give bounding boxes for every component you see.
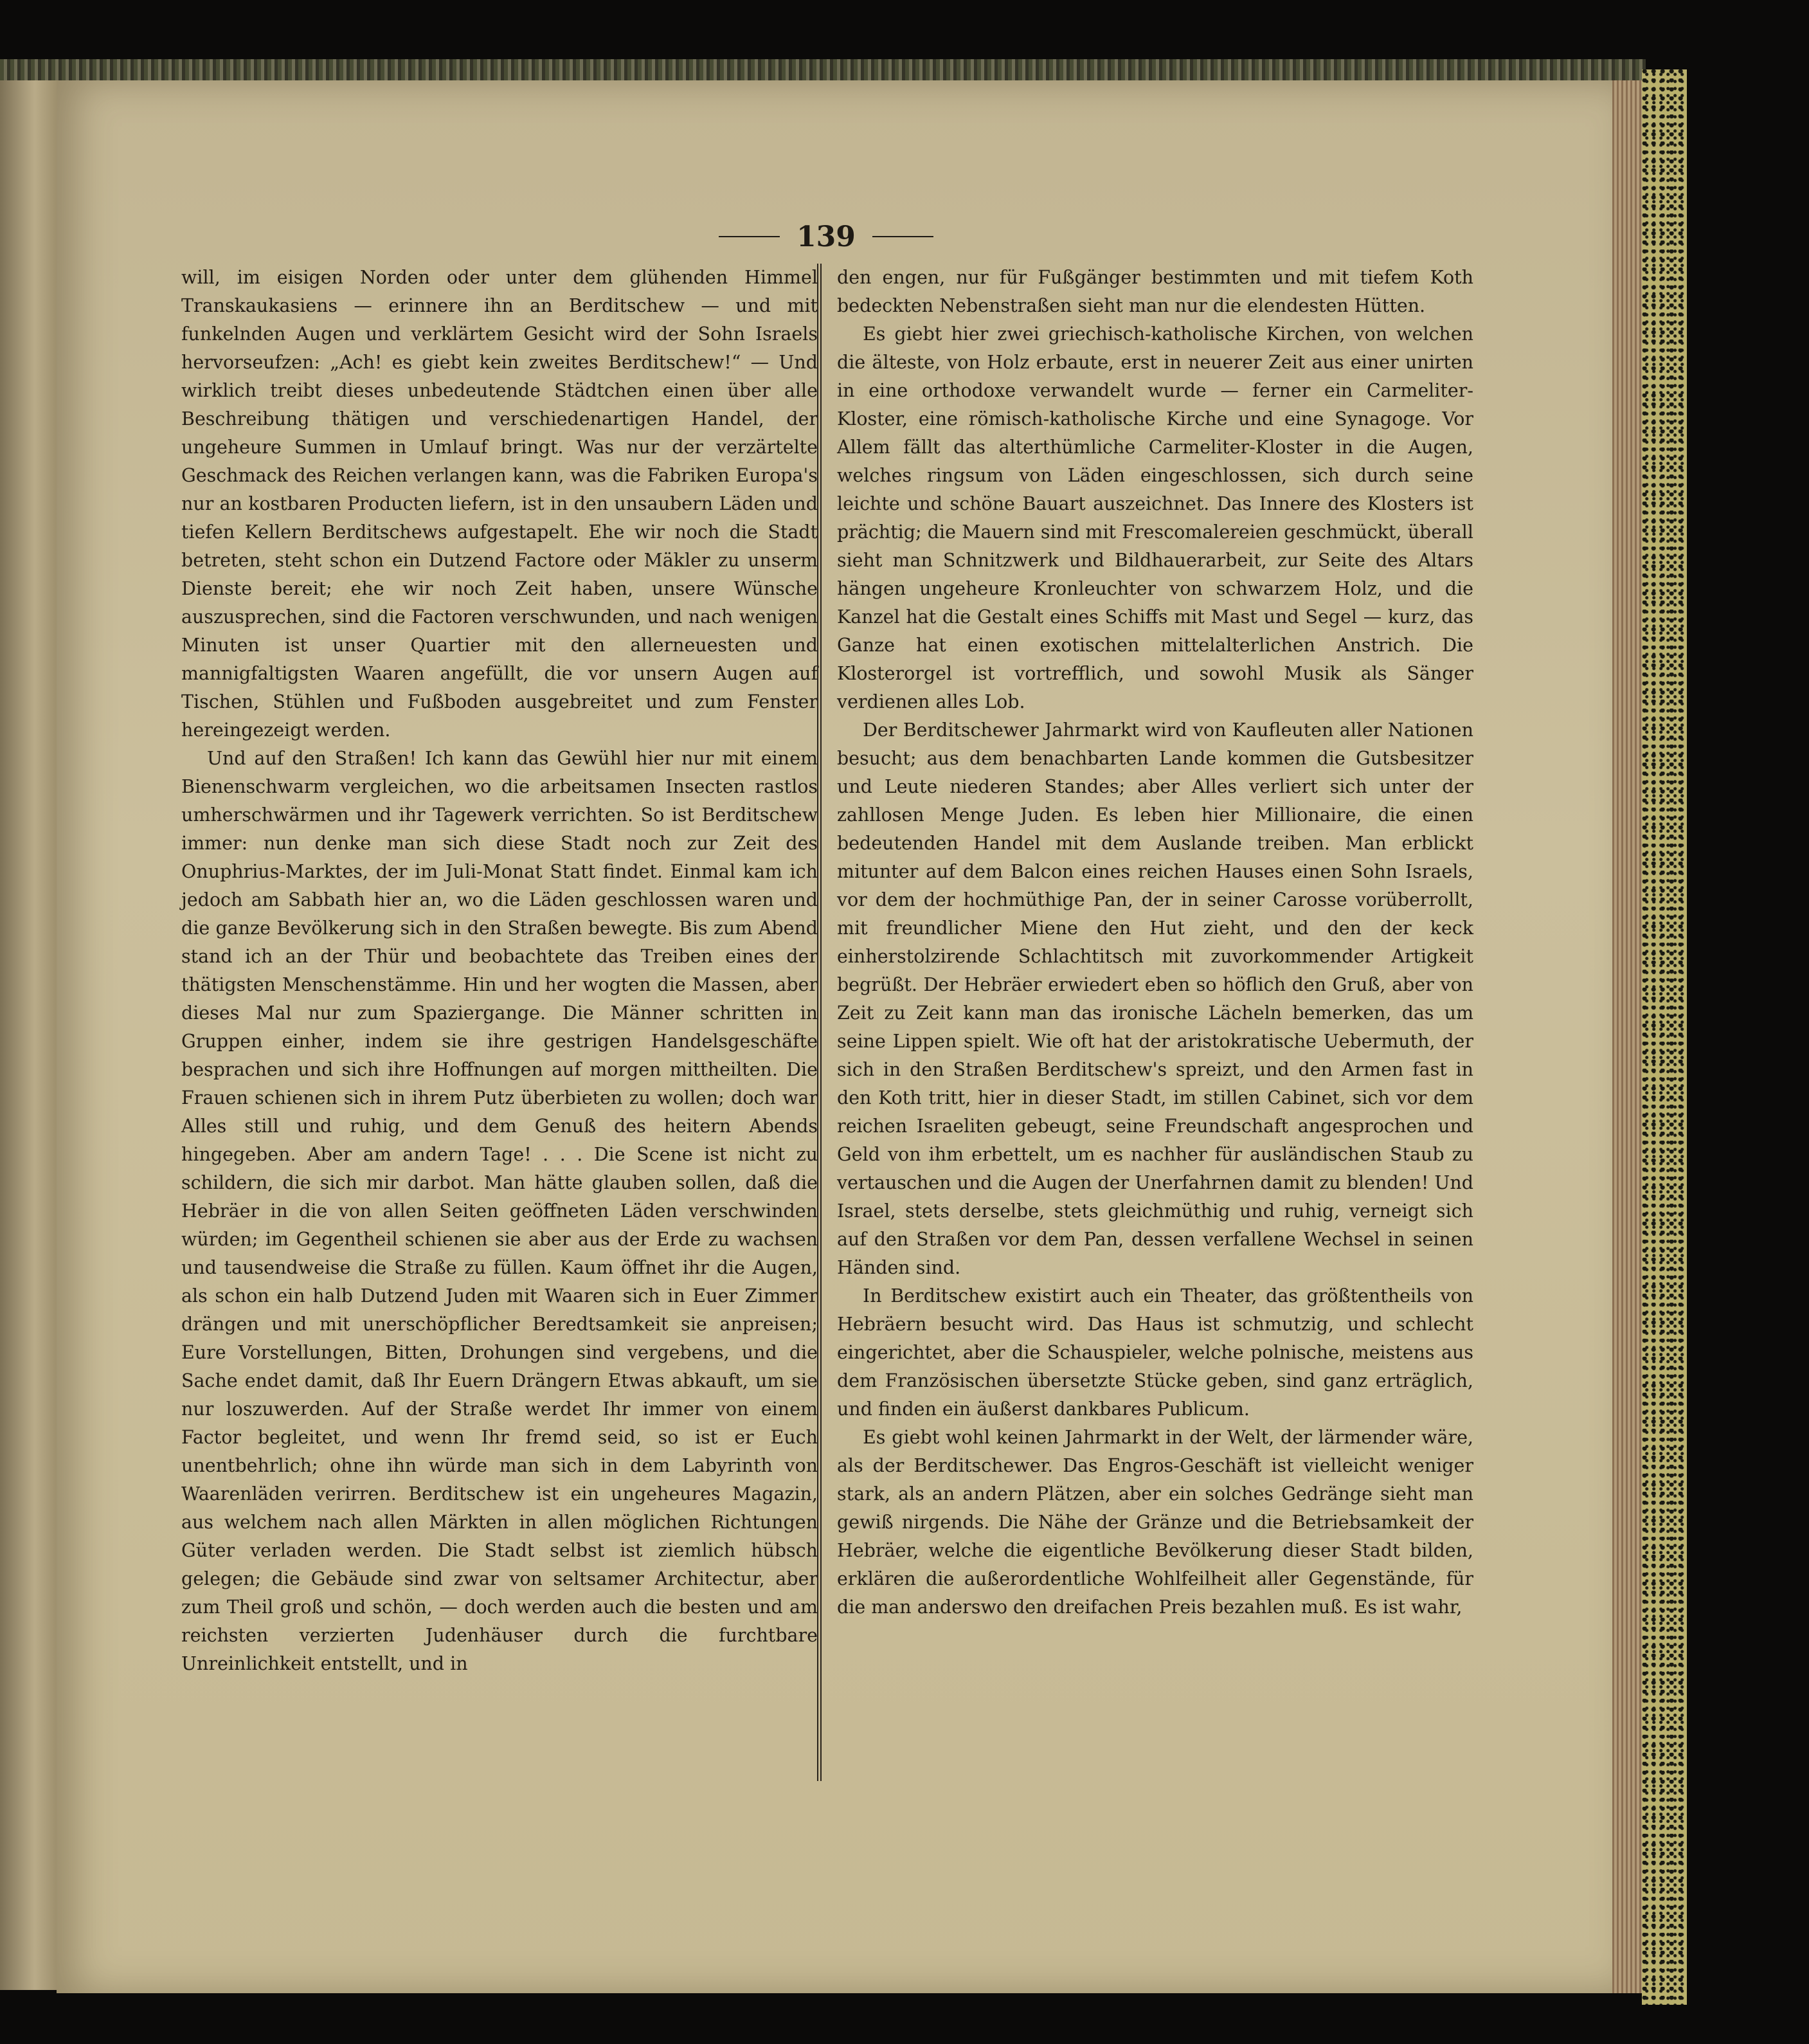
header-rule-left (719, 236, 780, 237)
right-text-column (837, 264, 1473, 1622)
marbled-cover-edge (1642, 69, 1687, 2005)
paragraph: Es giebt hier zwei griechisch-katholische Kirchen, von welchen die älteste, von Holz erbaute, erst in neuerer Zeit aus einer unirten in eine orthodoxe verwandelt wurde — ferner ein Carmeliter-Kloster, eine römisch-katholische Kirche und eine Synagoge. Vor Allem fällt das alterthümliche Carmeliter-Kloster in die Augen, welches ringsum von Läden eingeschlossen, sich durch seine leichte und schöne Bauart auszeichnet. Das Innere des Klosters ist prächtig; die Mauern sind mit Frescomalereien geschmückt, überall sieht man Schnitzwerk und Bildhauerarbeit, zur Seite des Altars hängen ungeheure Kronleuchter von schwarzem Holz, und die Kanzel hat die Gestalt eines Schiffs mit Mast und Segel — kurz, das Ganze hat einen exotischen mittelalterlichen Anstrich. Die Klosterorgel ist vortrefflich, und sowohl Musik als Sänger verdienen alles Lob. (837, 323, 1473, 712)
page-number: 139 (797, 220, 856, 253)
column-divider (817, 264, 822, 1781)
paragraph: Und auf den Straßen! Ich kann das Gewühl hier nur mit einem Bienenschwarm vergleichen, wo die arbeitsamen Insecten rastlos umherschwärmen und ihr Tagewerk verrichten. So ist Berditschew immer: nun denke man sich diese Stadt noch zur Zeit des Onuphrius-Marktes, der im Juli-Monat Statt findet. Einmal kam ich jedoch am Sabbath hier an, wo die Läden geschlossen waren und die ganze Bevölkerung sich in den Straßen bewegte. Bis zum Abend stand ich an der Thür und beobachtete das Treiben eines der thätigsten Menschenstämme. Hin und her wogten die Massen, aber dieses Mal nur zum Spaziergange. Die Männer schritten in Gruppen einher, indem sie ihre gestrigen Handelsgeschäfte besprachen und sich ihre Hoffnungen auf morgen mittheilten. Die Frauen schienen sich in ihrem Putz überbieten zu wollen; doch war Alles still und ruhig, und dem Genuß des heitern Abends hingegeben. Aber am andern Tage! . . . Die Scene ist nicht zu schildern, die sich mir darbot. Man hätte glauben sollen, daß die Hebräer in die von allen Seiten geöffneten Läden verschwinden würden; im Gegentheil schienen sie aber aus der Erde zu wachsen und tausendweise die Straße zu füllen. Kaum öffnet ihr die Augen, als schon ein halb Dutzend Juden mit Waaren sich in Euer Zimmer drängen und mit unerschöpflicher Beredtsamkeit sie anpreisen; Eure Vorstellungen, Bitten, Drohungen sind vergebens, und die Sache endet damit, daß Ihr Euern Drängern Etwas abkauft, um sie nur loszuwerden. Auf der Straße werdet Ihr immer von einem Factor begleitet, und wenn Ihr fremd seid, so ist er Euch unentbehrlich; ohne ihn würde man sich in dem Labyrinth von Waarenläden verirren. Berditschew ist ein ungeheures Magazin, aus welchem nach allen Märkten in allen möglichen Richtungen Güter verladen werden. Die Stadt selbst ist ziemlich hübsch gelegen; die Gebäude sind zwar von seltsamer Architectur, aber zum Theil groß und schön, — doch werden auch die besten und am reichsten verzierten Judenhäuser durch die furchtbare Unreinlichkeit entstellt, und in (181, 748, 818, 1674)
paragraph: In Berditschew existirt auch ein Theater, das größtentheils von Hebräern besucht wird. Das Haus ist schmutzig, und schlecht eingerichtet, aber die Schauspieler, welche polnische, meistens aus dem Französischen übersetzte Stücke geben, sind ganz erträglich, und finden ein äußerst dankbares Publicum. (837, 1285, 1473, 1420)
left-text-column (181, 264, 818, 1678)
page-header (698, 217, 955, 256)
paragraph: den engen, nur für Fußgänger bestimmten und mit tiefem Koth bedeckten Nebenstraßen sieht man nur die elendesten Hütten. (837, 267, 1473, 316)
paragraph: Es giebt wohl keinen Jahrmarkt in der Welt, der lärmender wäre, als der Berditschewer. Das Engros-Geschäft ist vielleicht weniger stark, als an andern Plätzen, aber ein solches Gedränge sieht man gewiß nirgends. Die Nähe der Gränze und die Betriebsamkeit der Hebräer, welche die eigentliche Bevölkerung dieser Stadt bilden, erklären die außerordentliche Wohlfeilheit aller Gegenstände, für die man anderswo den dreifachen Preis bezahlen muß. Es ist wahr, (837, 1427, 1473, 1618)
paragraph: will, im eisigen Norden oder unter dem glühenden Himmel Transkaukasiens — erinnere ihn an Berditschew — und mit funkelnden Augen und verklärtem Gesicht wird der Sohn Israels hervorseufzen: „Ach! es giebt kein zweites Berditschew!“ — Und wirklich treibt dieses unbedeutende Städtchen einen über alle Beschreibung thätigen und verschiedenartigen Handel, der ungeheure Summen in Umlauf bringt. Was nur der verzärtelte Geschmack des Reichen verlangen kann, was die Fabriken Europa's nur an kostbaren Producten liefern, ist in den unsaubern Läden und tiefen Kellern Berditschews aufgestapelt. Ehe wir noch die Stadt betreten, steht schon ein Dutzend Factore oder Mäkler zu unserm Dienste bereit; ehe wir noch Zeit haben, unsere Wünsche auszusprechen, sind die Factoren verschwunden, und nach wenigen Minuten ist unser Quartier mit den allerneuesten und mannigfaltigsten Waaren angefüllt, die vor unsern Augen auf Tischen, Stühlen und Fußboden ausgebreitet und zum Fenster hereingezeigt werden. (181, 267, 818, 741)
page-block-edge (1612, 80, 1642, 1993)
paragraph: Der Berditschewer Jahrmarkt wird von Kaufleuten aller Nationen besucht; aus dem benachbarten Lande kommen die Gutsbesitzer und Leute niederen Standes; aber Alles verliert sich unter der zahllosen Menge Juden. Es leben hier Millionaire, die einen bedeutenden Handel mit dem Auslande treiben. Man erblickt mitunter auf dem Balcon eines reichen Hauses einen Sohn Israels, vor dem der hochmüthige Pan, der in seiner Carosse vorüberrollt, mit freundlicher Miene den Hut zieht, und den der keck einherstolzirende Schlachtitsch mit zuvorkommender Artigkeit begrüßt. Der Hebräer erwiedert eben so höflich den Gruß, aber von Zeit zu Zeit kann man das ironische Lächeln bemerken, das um seine Lippen spielt. Wie oft hat der aristokratische Uebermuth, der sich in den Straßen Berditschew's spreizt, und den Armen fast in den Koth tritt, hier in dieser Stadt, im stillen Cabinet, sich vor dem reichen Israeliten gebeugt, seine Freundschaft angesprochen und Geld von ihm erbettelt, um es nachher für ausländischen Staub zu vertauschen und die Augen der Unerfahrnen damit zu blenden! Und Israel, stets derselbe, stets gleichmüthig und ruhig, verneigt sich auf den Straßen vor dem Pan, dessen verfallene Wechsel in seinen Händen sind. (837, 719, 1473, 1278)
facing-page-edge (0, 80, 58, 1990)
header-rule-right (872, 236, 933, 237)
